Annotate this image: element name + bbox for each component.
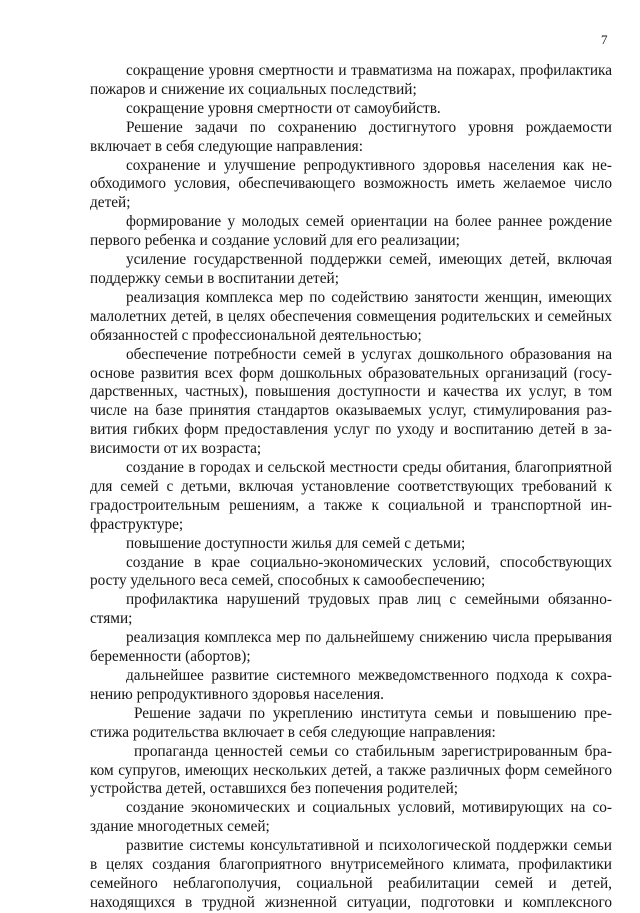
paragraph-psychological-support: развитие системы консультативной и психологической поддержки семьи в целях создания благоприятного внутрисемейного климата, профилактики семейного неблагополучия, социальной реабилитации семей и детей, находящихся в трудной жизненной ситуации, подготовки и комплексного — [90, 837, 612, 911]
paragraph-large-families: создание экономических и социальных условий, мотивирующих на создание многодетных семей; — [90, 799, 612, 836]
paragraph-self-sufficient-families: создание в крае социально-экономических условий, способствующих росту удельного веса семей, способных к самообеспечению; — [90, 553, 612, 590]
document-body — [90, 62, 612, 913]
paragraph-family-values: пропаганда ценностей семьи со стабильным зарегистрированным браком супругов, имеющих нескольких детей, а также различных форм семейного устройства детей, оставшихся без попечения родителей; — [90, 742, 612, 798]
paragraph-housing-access: повышение доступности жилья для семей с детьми; — [126, 534, 466, 552]
paragraph-labor-rights: профилактика нарушений трудовых прав лиц с семейными обязанностями; — [90, 591, 612, 628]
paragraph-living-environment: создание в городах и сельской местности среды обитания, благоприятной для семей с детьми, включая установление соответствующих требований к градостроительным решениям, а также к социальной и транспортной инфраструктуре; — [90, 459, 612, 533]
paragraph-interdepartmental-approach: дальнейшее развитие системного межведомственного подхода к сохранению репродуктивного здоровья населения. — [90, 667, 612, 703]
paragraph-birth-rate-task: Решение задачи по сохранению достигнутого уровня рождаемости включает в себя следующие направления: — [90, 118, 612, 155]
paragraph-abortion-reduction: реализация комплекса мер по дальнейшему снижению числа прерывания беременности (абортов); — [90, 629, 612, 666]
page-number: 7 — [601, 32, 608, 47]
paragraph-young-families: формирование у молодых семей ориентации на более раннее рождение первого ребенка и создание условий для его реализации; — [90, 213, 612, 250]
paragraph-preschool-education: обеспечение потребности семей в услугах дошкольного образования на основе развития всех форм дошкольных образовательных организаций (государственных, частных), повышения доступности и качества их услуг, в том числе на базе принятия стандартов оказываемых услуг, стимулирования развития гибких форм предоставления услуг по уходу и воспитанию детей в зависимости от их возраста; — [90, 345, 612, 458]
paragraph-women-employment: реализация комплекса мер по содействию занятости женщин, имеющих малолетних детей, в целях обеспечения совмещения родительских и семейных обязанностей с профессиональной деятельностью; — [90, 288, 612, 344]
paragraph-family-institution-task: Решение задачи по укреплению института семьи и повышению престижа родительства включает в себя следующие направления: — [90, 704, 612, 741]
paragraph-reproductive-health: сохранение и улучшение репродуктивного здоровья населения как необходимого условия, обеспечивающего возможность иметь желаемое число детей; — [90, 156, 612, 212]
paragraph-fire-mortality: сокращение уровня смертности и травматизма на пожарах, профилактика пожаров и снижение их социальных последствий; — [90, 62, 612, 98]
paragraph-state-support: усиление государственной поддержки семей, имеющих детей, включая поддержку семьи в воспитании детей; — [90, 251, 612, 287]
paragraph-suicide-mortality: сокращение уровня смертности от самоубийств. — [126, 99, 441, 117]
